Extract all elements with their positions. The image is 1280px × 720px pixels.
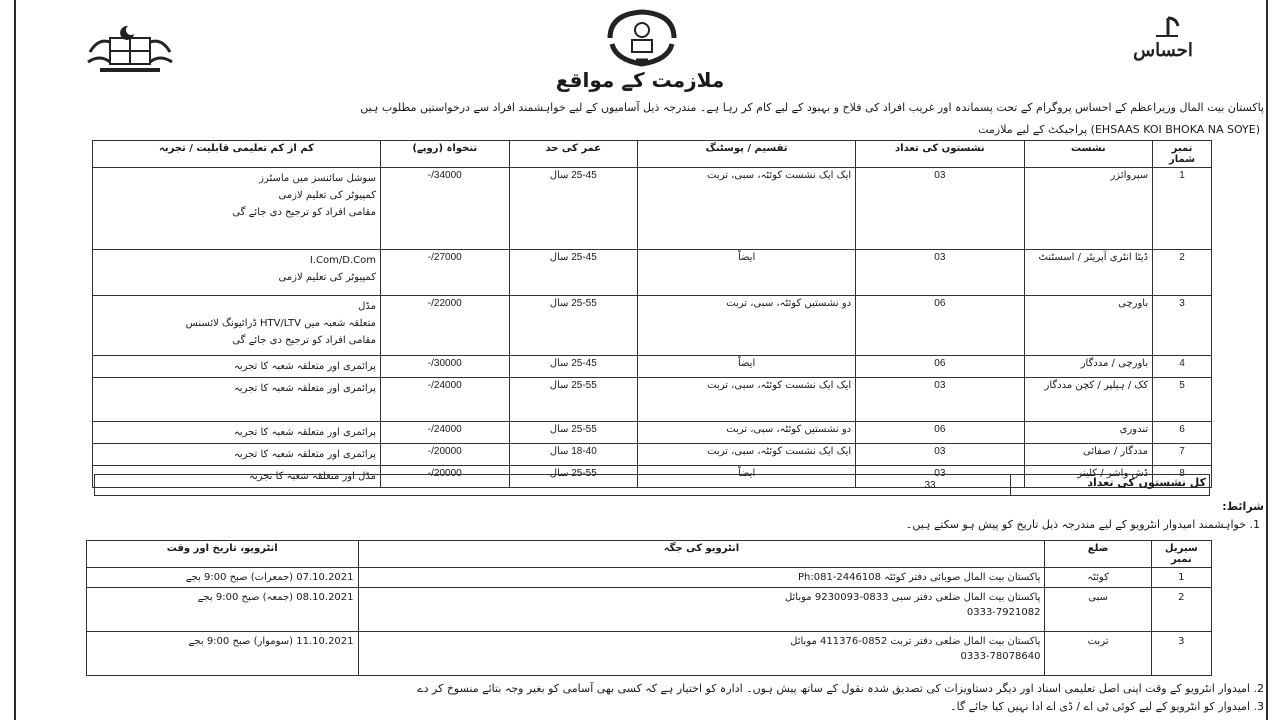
row-qualification: پرائمری اور متعلقہ شعبہ کا تجربہ <box>93 356 381 378</box>
table-row <box>93 444 1212 466</box>
jobs-table <box>92 140 1212 488</box>
row-salary: 24000/- <box>380 422 509 444</box>
row-post: کک / ہیلپر / کچن مددگار <box>1024 378 1153 422</box>
row-age: 25-45 سال <box>509 356 637 378</box>
row-qualification: مڈل اور متعلقہ شعبہ کا تجربہ <box>93 466 381 488</box>
row-posting: ایک ایک نشست کوئٹہ، سبی، تربت <box>638 378 856 422</box>
table-row <box>93 250 1212 296</box>
conditions-label: شرائط: <box>1222 500 1264 513</box>
qualification-line: مقامی افراد کو ترجیح دی جائے گی <box>232 207 376 218</box>
row-post: ڈیٹا انٹری آپریٹر / اسسٹنٹ <box>1024 250 1153 296</box>
row-salary: 22000/- <box>380 296 509 356</box>
row-seats: 06 <box>856 356 1024 378</box>
header-salary: تنخواہ (روپے) <box>380 141 509 168</box>
schedule-table-header <box>87 541 1212 568</box>
table-row <box>87 568 1212 588</box>
header-serial: سیریل نمبر <box>1151 541 1211 568</box>
intro-paragraph-line1: پاکستان بیت المال وزیراعظم کے احساس پروگرام کے تحت پسماندہ اور غریب افراد کی فلاح و بہبود کے لیے کام کر رہا ہے۔ مندرجہ ذیل آسامیوں کے لیے خواہشمند افراد سے درخواستیں مطلوب ہیں <box>360 101 1264 114</box>
ehsaas-logo <box>1108 16 1218 68</box>
row-district: تربت <box>1045 632 1151 676</box>
row-salary: 20000/- <box>380 444 509 466</box>
qualification-line: متعلقہ شعبہ میں HTV/LTV ڈرائیونگ لائسنس <box>185 318 376 329</box>
row-seats: 03 <box>856 378 1024 422</box>
row-qualification <box>93 250 381 296</box>
row-salary: 34000/- <box>380 168 509 250</box>
header-age: عمر کی حد <box>509 141 637 168</box>
row-age: 25-55 سال <box>509 378 637 422</box>
qualification-line: I.Com/D.Com <box>309 255 376 266</box>
row-district: کوئٹہ <box>1045 568 1151 588</box>
row-district: سبی <box>1045 588 1151 632</box>
table-row <box>93 378 1212 422</box>
row-posting: ایضاً <box>638 356 856 378</box>
row-serial: 8 <box>1153 466 1212 488</box>
qualification-line: مڈل <box>358 301 376 312</box>
row-qualification: پرائمری اور متعلقہ شعبہ کا تجربہ <box>93 422 381 444</box>
jobs-table-header <box>93 141 1212 168</box>
row-serial: 1 <box>1153 168 1212 250</box>
interview-schedule-table <box>86 540 1212 676</box>
row-place: پاکستان بیت المال صوبائی دفتر کوئٹہ Ph:081-2446108 <box>358 568 1045 588</box>
row-posting: ایضاً <box>638 466 856 488</box>
row-salary: 20000/- <box>380 466 509 488</box>
row-seats: 06 <box>856 422 1024 444</box>
row-qualification <box>93 168 381 250</box>
row-serial: 7 <box>1153 444 1212 466</box>
row-age: 25-55 سال <box>509 296 637 356</box>
table-row <box>93 168 1212 250</box>
row-post: مددگار / صفائی <box>1024 444 1153 466</box>
row-place <box>358 632 1045 676</box>
header-posting: تقسیم / پوسٹنگ <box>638 141 856 168</box>
row-serial: 1 <box>1151 568 1211 588</box>
table-row <box>87 632 1212 676</box>
row-post: باورچی <box>1024 296 1153 356</box>
header-qualification: کم از کم تعلیمی قابلیت / تجربہ <box>93 141 381 168</box>
state-emblem-icon <box>80 22 180 78</box>
place-phone: 0333-78078640 <box>960 651 1041 662</box>
row-post: تندوری <box>1024 422 1153 444</box>
header-district: ضلع <box>1045 541 1151 568</box>
ehsaas-logo-icon <box>1108 16 1218 42</box>
row-place <box>358 588 1045 632</box>
page-title: ملازمت کے مواقع <box>555 68 725 92</box>
row-seats: 03 <box>856 168 1024 250</box>
row-seats: 03 <box>856 444 1024 466</box>
row-posting: دو نشستیں کوئٹہ، سبی، تربت <box>638 422 856 444</box>
row-time: 11.10.2021 (سوموار) صبح 9:00 بجے <box>87 632 359 676</box>
row-posting: ایک ایک نشست کوئٹہ، سبی، تربت <box>638 168 856 250</box>
row-serial: 5 <box>1153 378 1212 422</box>
qualification-line: سوشل سائنسز میں ماسٹرز <box>259 173 376 184</box>
table-row <box>87 588 1212 632</box>
row-salary: 30000/- <box>380 356 509 378</box>
table-row <box>93 356 1212 378</box>
page-border-right <box>1266 0 1268 720</box>
row-salary: 24000/- <box>380 378 509 422</box>
header-serial: نمبر شمار <box>1153 141 1212 168</box>
header-interview-place: انٹرویو کی جگہ <box>358 541 1045 568</box>
bait-ul-mal-emblem-icon <box>600 8 684 70</box>
row-qualification <box>93 296 381 356</box>
ehsaas-logo-text: احساس <box>1133 40 1193 61</box>
row-serial: 4 <box>1153 356 1212 378</box>
header-interview-time: انٹرویو، تاریخ اور وقت <box>87 541 359 568</box>
row-age: 18-40 سال <box>509 444 637 466</box>
header-post: نشست <box>1024 141 1153 168</box>
row-post: باورچی / مددگار <box>1024 356 1153 378</box>
total-seats-label: کل نشستوں کی تعداد <box>1087 476 1206 489</box>
total-seats-value: 33 <box>924 480 936 491</box>
page-border-left <box>14 0 16 720</box>
row-salary: 27000/- <box>380 250 509 296</box>
table-row <box>93 296 1212 356</box>
row-serial: 3 <box>1153 296 1212 356</box>
qualification-line: مقامی افراد کو ترجیح دی جائے گی <box>232 335 376 346</box>
row-posting: ایضاً <box>638 250 856 296</box>
footnote-line2: 3. امیدوار کو انٹرویو کے لیے کوئی ٹی اے / ڈی اے ادا نہیں کیا جائے گا۔ <box>950 700 1264 713</box>
footnote-line1: 2. امیدوار انٹرویو کے وقت اپنی اصل تعلیمی اسناد اور دیگر دستاویزات کی تصدیق شدہ نقول کے ساتھ پیش ہوں۔ ادارہ کو اختیار ہے کہ کسی بھی آسامی کو بغیر وجہ بتائے منسوخ کر دے <box>417 682 1264 695</box>
condition-item: 1. خواہشمند امیدوار انٹرویو کے لیے مندرجہ ذیل تاریخ کو پیش ہو سکتے ہیں۔ <box>905 518 1260 531</box>
intro-paragraph-line2: (EHSAAS KOI BHOKA NA SOYE) پراجیکٹ کے لیے ملازمت <box>978 123 1260 136</box>
qualification-line: کمپیوٹر کی تعلیم لازمی <box>278 272 376 283</box>
row-posting: ایک ایک نشست کوئٹہ، سبی، تربت <box>638 444 856 466</box>
header-seats: نشستوں کی تعداد <box>856 141 1024 168</box>
qualification-line: کمپیوٹر کی تعلیم لازمی <box>278 190 376 201</box>
table-row <box>93 422 1212 444</box>
place-line: پاکستان بیت المال ضلعی دفتر تربت 0852-411376 موبائل <box>790 636 1041 647</box>
row-serial: 2 <box>1151 588 1211 632</box>
row-qualification: پرائمری اور متعلقہ شعبہ کا تجربہ <box>93 444 381 466</box>
row-qualification: پرائمری اور متعلقہ شعبہ کا تجربہ <box>93 378 381 422</box>
row-age: 25-55 سال <box>509 422 637 444</box>
place-phone: 0333-7921082 <box>966 607 1041 618</box>
row-time: 08.10.2021 (جمعہ) صبح 9:00 بجے <box>87 588 359 632</box>
place-line: پاکستان بیت المال ضلعی دفتر سبی 0833-9230093 موبائل <box>784 592 1041 603</box>
row-post: سپروائزر <box>1024 168 1153 250</box>
row-serial: 3 <box>1151 632 1211 676</box>
row-age: 25-45 سال <box>509 250 637 296</box>
row-posting: دو نشستیں کوئٹہ، سبی، تربت <box>638 296 856 356</box>
row-seats: 03 <box>856 466 1024 488</box>
row-age: 25-55 سال <box>509 466 637 488</box>
row-seats: 06 <box>856 296 1024 356</box>
row-serial: 6 <box>1153 422 1212 444</box>
row-age: 25-45 سال <box>509 168 637 250</box>
row-seats: 03 <box>856 250 1024 296</box>
row-time: 07.10.2021 (جمعرات) صبح 9:00 بجے <box>87 568 359 588</box>
row-post: ڈش واشر / کلینر <box>1024 466 1153 488</box>
row-serial: 2 <box>1153 250 1212 296</box>
